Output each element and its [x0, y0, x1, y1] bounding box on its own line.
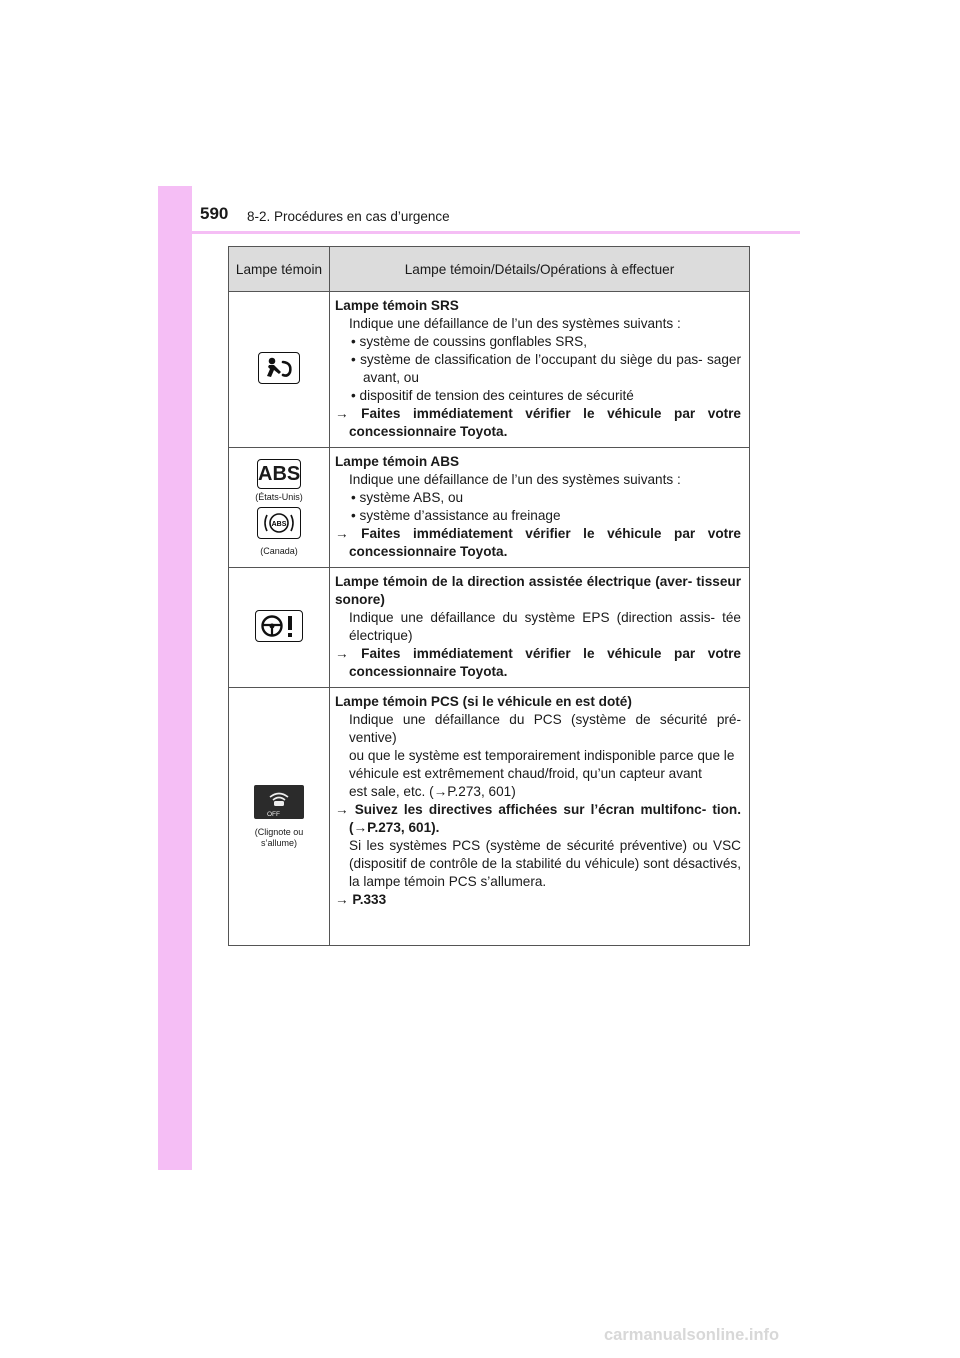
description-line: ou que le système est temporairement indisponible parce que le	[349, 748, 735, 763]
lamp-title: Lampe témoin PCS (si le véhicule en est doté)	[335, 694, 632, 709]
action-instruction: → Faites immédiatement vérifier le véhicule par votre concessionnaire Toyota.	[335, 526, 741, 559]
watermark: carmanualsonline.info	[604, 1326, 780, 1344]
description-line: Indique une défaillance du PCS (système de sécurité pré- ventive)	[349, 712, 741, 745]
bullet-item: • système d’assistance au freinage	[351, 508, 561, 523]
bullet-item: • système de coussins gonflables SRS,	[351, 334, 587, 349]
srs-airbag-icon	[258, 352, 300, 384]
description-line: véhicule est extrêmement chaud/froid, qu’un capteur avant	[349, 766, 702, 781]
lamp-title: Lampe témoin de la direction assistée électrique (aver- tisseur sonore)	[335, 574, 741, 607]
lamp-cell	[229, 448, 330, 568]
header-details: Lampe témoin/Détails/Opérations à effectuer	[330, 247, 750, 292]
description-note: Si les systèmes PCS (système de sécurité préventive) ou VSC (dispositif de contrôle de la stabilité du véhicule) sont désactivés, la lampe témoin PCS s’allumera.	[349, 838, 741, 889]
action-instruction: → Faites immédiatement vérifier le véhicule par votre concessionnaire Toyota.	[335, 406, 741, 439]
bullet-item: • système ABS, ou	[351, 490, 464, 505]
svg-text:OFF: OFF	[267, 810, 280, 818]
warning-lamp-table	[228, 246, 750, 946]
description-line: Indique une défaillance du système EPS (direction assis- tée électrique)	[349, 610, 741, 643]
abs-circle-icon	[257, 507, 301, 539]
lamp-cell	[229, 292, 330, 448]
lamp-cell	[229, 568, 330, 688]
description-line: Indique une défaillance de l’un des systèmes suivants :	[349, 472, 681, 487]
final-reference: → P.333	[335, 892, 387, 907]
abs-icon: ABS	[257, 459, 301, 489]
bullet-item: • système de classification de l’occupant du siège du pas- sager avant, ou	[351, 352, 741, 385]
action-instruction: → Faites immédiatement vérifier le véhicule par votre concessionnaire Toyota.	[335, 646, 741, 679]
section-title: 8-2. Procédures en cas d’urgence	[247, 209, 450, 224]
lamp-description	[330, 568, 750, 688]
pcs-off-icon	[254, 785, 304, 819]
lamp-title: Lampe témoin ABS	[335, 454, 460, 469]
page-reference-link[interactable]: P.273, 601).	[367, 820, 440, 835]
icon-caption: (Clignote ou s’allume)	[254, 826, 304, 848]
table-header-row	[229, 247, 750, 292]
page-number: 590	[200, 204, 229, 223]
lamp-description	[330, 292, 750, 448]
page-reference-link[interactable]: P.333	[352, 892, 387, 907]
header-rule	[158, 231, 800, 234]
eps-steering-warning-icon	[255, 610, 303, 642]
header-lamp: Lampe témoin	[229, 247, 330, 292]
lamp-description	[330, 688, 750, 946]
table-row	[229, 292, 750, 448]
lamp-cell	[229, 688, 330, 946]
svg-text:ABS: ABS	[271, 520, 287, 528]
icon-caption: (États-Unis)	[255, 491, 303, 502]
action-instruction: → Suivez les directives affichées sur l’écran multifonc- tion. (→P.273, 601).	[335, 802, 742, 835]
bullet-item: • dispositif de tension des ceintures de sécurité	[351, 388, 634, 403]
page-reference-line: est sale, etc. (→P.273, 601)	[349, 784, 516, 799]
table-row	[229, 688, 750, 946]
lamp-title: Lampe témoin SRS	[335, 298, 459, 313]
table-row	[229, 568, 750, 688]
table-row	[229, 448, 750, 568]
lamp-description	[330, 448, 750, 568]
side-tab-band	[158, 186, 192, 1170]
description-line: Indique une défaillance de l’un des systèmes suivants :	[349, 316, 681, 331]
icon-caption: (Canada)	[260, 545, 298, 556]
page-reference-link[interactable]: P.273, 601)	[447, 784, 516, 799]
